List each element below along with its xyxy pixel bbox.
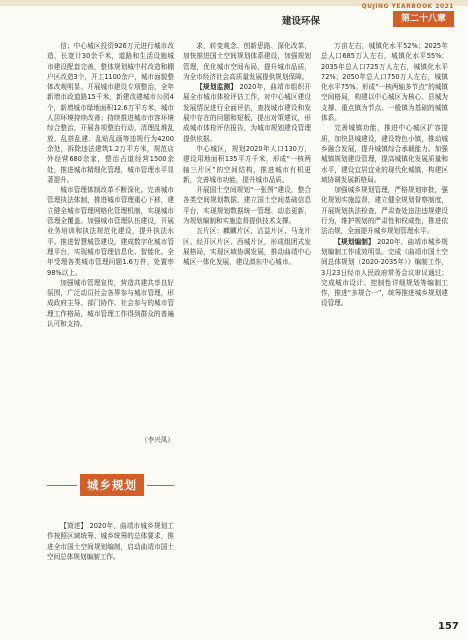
text-column-3 bbox=[321, 41, 448, 309]
text-column-1 bbox=[47, 41, 174, 329]
header-title bbox=[282, 13, 320, 27]
text-column-1-lower bbox=[47, 521, 174, 562]
paragraph: 信；中心城区投资926万元进行城市改造，长宽计30余千米，道路和生活设施城市建设配套完善，整体规划城中村改造和棚户区改造3个，开工1100余户，城市面貌整体改观明显。开展城市建设专项整治，全年新增市政道路15千米，新建改建城市公园4个，新增城市绿地面积12.6万平方米，城市人居环境持续改善；持续推进城市市容环境综合整治，开展各项整治行动，清理乱堆乱放、乱搭乱建、乱贴乱画等违规行为4200余处，拆除违法建筑1.2万平方米，规范店外经营680余家，整治占道经营1500余处，推进城市精细化管理，城市管理水平显著提升。 bbox=[47, 42, 174, 184]
section-title: 城乡规划 bbox=[80, 474, 144, 496]
page-number: 157 bbox=[438, 621, 459, 632]
section-name: 建设环保 bbox=[282, 16, 321, 27]
paragraph: 五片区：麒麟片区、沾益片区、马龙片区、经开区片区、西城片区，形成组团式发展格局，实现区域协调发展，推动曲靖中心城区一体化发展，建设滇东中心城市。 bbox=[183, 227, 311, 267]
yearbook-brand: QUJING YEARBOOK 2021 bbox=[361, 3, 454, 10]
section-rule-right bbox=[147, 485, 174, 486]
text-column-2 bbox=[183, 41, 311, 268]
paragraph: 万亩左右，城镇化水平52%；2025年总人口685万人左右，城镇化水平55%；2035年总人口725万人左右，城镇化水平72%；2050年总人口750万人左右，城镇化水平75%。形成“一核两轴多节点”的城镇空间格局，构建以中心城区为核心、县城为支撑、重点镇为节点、一般镇为基础的城镇体系。 bbox=[321, 42, 448, 123]
paragraph: 加强城乡规划管理，严格规划审批，强化规划实施监督，建立健全规划督察制度，开展规划执法检查，严肃查处违法违规建设行为，维护规划的严肃性和权威性，推进依法治规，全面提升城乡规划管理水平。 bbox=[321, 186, 448, 236]
subheading: 【规划监测】 bbox=[196, 83, 238, 92]
subheading: 【规划编制】 bbox=[334, 237, 375, 246]
paragraph-text: 2020年，曲靖市城乡规划编制工作成效明显。完成《曲靖市国土空间总体规划（2020-2035年）》编制工作，3月23日经市人民政府常务会议审议通过；完成城市设计、控制性详细规划等编制工作，推进“多规合一”，统筹推进城乡规划建设管理。 bbox=[321, 237, 448, 308]
paragraph: 城市管理体制改革不断深化。完善城市管理执法体制，推进城市管理重心下移，建立健全城市管理网格化管理机制，实现城市管理全覆盖。加强城市管理队伍建设，开展业务培训和执法规范化建设，提升执法水平。推进智慧城管建设，建成数字化城市管理平台，实现城市管理信息化、智能化。全年受理各类城市管理问题1.6万件，处置率98%以上。 bbox=[47, 186, 174, 277]
paragraph: 中心城区，规划2020年人口130万，建设用地面积135平方千米，形成“一核两轴三片区”的空间结构，推进城市有机更新，完善城市功能，提升城市品质。 bbox=[183, 144, 311, 184]
paragraph-text: 2020年，曲靖市组织开展全市城市体检评估工作，对中心城区建设发展情况进行全面评估，查找城市建设和发展中存在的问题和短板，提出对策建议，形成城市体检评估报告，为城市规划建设管理提供依据。 bbox=[183, 83, 311, 143]
author-attribution: （李兴凤） bbox=[141, 436, 174, 444]
paragraph: 开展国土空间规划“一张图”建设，整合各类空间规划数据，建立国土空间基础信息平台，实现规划数据统一管理、动态更新，为规划编制和实施监督提供技术支撑。 bbox=[183, 186, 311, 226]
paragraph: 完善城镇功能，推进中心城区扩容提质，加快县城建设，建设特色小镇，推动城乡融合发展，提升城镇综合承载能力。加强城镇规划建设管理，提高城镇化发展质量和水平，建设宜居宜业的现代化城镇，构建区域协调发展新格局。 bbox=[321, 124, 448, 184]
paragraph: 【简述】 2020年，曲靖市城乡规划工作按照区域统筹、城乡统筹的总体要求，推进全市国土空间规划编制，启动曲靖市国土空间总体规划编制工作。 bbox=[47, 522, 174, 561]
paragraph bbox=[183, 82, 311, 144]
chapter-badge: 第二十八章 bbox=[393, 11, 454, 27]
paragraph: 求，转变观念、创新思路、深化改革，加快推进国土空间规划体系建设，加强规划管理，优化城市空间布局，提升城市品质，为全市经济社会高质量发展提供规划保障。 bbox=[183, 42, 311, 81]
section-rule-left bbox=[47, 485, 77, 486]
page-header bbox=[0, 0, 468, 40]
paragraph: 加强城市管理宣传，营造共建共享良好氛围，广泛动员社会各界参与城市管理，形成政府主导、部门协作、社会参与的城市管理工作格局，城市管理工作得到群众的普遍认可和支持。 bbox=[47, 278, 174, 329]
paragraph bbox=[321, 237, 448, 309]
